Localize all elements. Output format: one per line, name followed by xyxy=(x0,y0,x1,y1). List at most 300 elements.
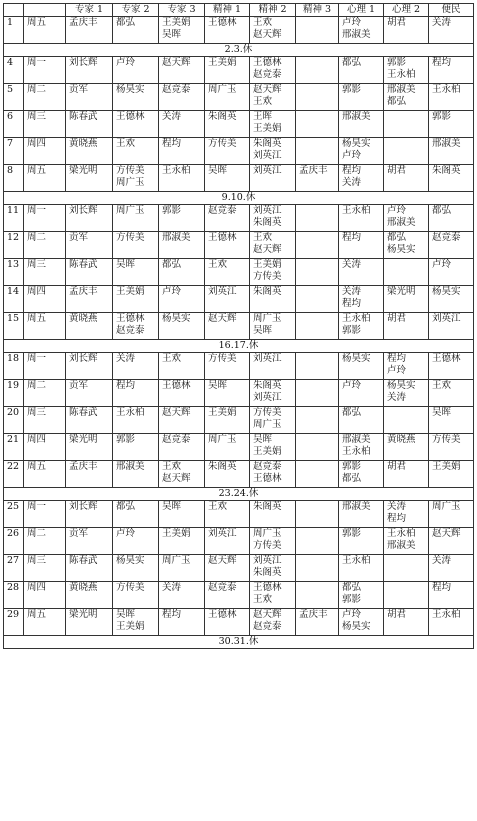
staff-name: 卢玲 xyxy=(342,609,362,620)
empty-line xyxy=(208,123,249,135)
empty-line xyxy=(162,419,204,431)
psych-3-cell xyxy=(296,313,339,340)
psych-2-cell xyxy=(250,232,296,259)
psych-2-cell xyxy=(250,111,296,138)
empty-line xyxy=(299,298,338,310)
staff-name: 赵天辉 xyxy=(208,555,237,566)
header-cell: 精神 2 xyxy=(250,4,296,17)
empty-line xyxy=(387,582,428,594)
empty-line xyxy=(162,244,204,256)
community-cell xyxy=(429,17,474,44)
staff-name: 王永柏 xyxy=(162,165,191,176)
empty-line xyxy=(116,419,158,431)
staff-name: 刘英江 xyxy=(253,353,282,364)
empty-line xyxy=(69,298,112,310)
psych-1-cell xyxy=(205,17,250,44)
mental-2-cell xyxy=(384,165,429,192)
empty-line xyxy=(162,271,204,283)
day-number: 4 xyxy=(4,57,24,84)
staff-name: 王德林 xyxy=(253,582,282,593)
staff-name: 赵竞泰 xyxy=(432,232,461,243)
empty-line xyxy=(342,513,383,525)
empty-line xyxy=(208,244,249,256)
staff-name: 卢玲 xyxy=(387,205,407,216)
empty-line xyxy=(162,96,204,108)
empty-line xyxy=(387,594,428,606)
staff-name: 刘长辉 xyxy=(69,501,98,512)
staff-name: 杨昊实 xyxy=(342,138,371,149)
empty-line xyxy=(69,473,112,485)
staff-name: 王德林 xyxy=(208,232,237,243)
psych-3-cell xyxy=(296,286,339,313)
staff-name: 王永柏 xyxy=(387,69,416,80)
empty-line xyxy=(253,365,295,377)
staff-name: 都弘 xyxy=(342,57,362,68)
mental-2-cell xyxy=(384,407,429,434)
staff-name: 王永柏 xyxy=(116,407,145,418)
empty-line xyxy=(208,69,249,81)
community-cell xyxy=(429,57,474,84)
empty-line xyxy=(299,205,338,217)
weekday: 周四 xyxy=(24,138,66,165)
empty-line xyxy=(299,84,338,96)
empty-line xyxy=(208,217,249,229)
mental-2-cell xyxy=(384,57,429,84)
expert-3-cell xyxy=(159,380,205,407)
staff-name: 程均 xyxy=(342,165,362,176)
psych-1-cell xyxy=(205,232,250,259)
staff-name: 邢淑美 xyxy=(387,84,416,95)
staff-name: 杨昊实 xyxy=(342,621,371,632)
empty-line xyxy=(116,96,158,108)
expert-3-cell xyxy=(159,582,205,609)
expert-2-cell xyxy=(113,407,159,434)
empty-line xyxy=(116,567,158,579)
community-cell xyxy=(429,609,474,636)
staff-name: 王美娟 xyxy=(208,407,237,418)
psych-3-cell xyxy=(296,609,339,636)
psych-3-cell xyxy=(296,555,339,582)
empty-line xyxy=(162,513,204,525)
staff-name: 郭影 xyxy=(162,205,182,216)
mental-1-cell xyxy=(339,57,384,84)
staff-name: 都弘 xyxy=(342,407,362,418)
empty-line xyxy=(208,540,249,552)
empty-line xyxy=(387,271,428,283)
staff-name: 赵竞泰 xyxy=(253,461,282,472)
staff-name: 朱阁英 xyxy=(253,567,282,578)
staff-name: 刘英江 xyxy=(208,528,237,539)
day-row xyxy=(4,205,474,232)
staff-name: 王美娟 xyxy=(116,286,145,297)
psych-2-cell xyxy=(250,582,296,609)
psych-2-cell xyxy=(250,609,296,636)
staff-name: 吴晖 xyxy=(162,501,182,512)
staff-name: 吴晖 xyxy=(116,259,136,270)
staff-name: 程均 xyxy=(387,353,407,364)
staff-name: 赵竞泰 xyxy=(162,434,191,445)
day-row xyxy=(4,380,474,407)
staff-name: 程均 xyxy=(342,298,362,309)
staff-name: 卢玲 xyxy=(342,380,362,391)
staff-name: 关涛 xyxy=(342,177,362,188)
staff-name: 卢玲 xyxy=(387,365,407,376)
empty-line xyxy=(299,446,338,458)
empty-line xyxy=(69,244,112,256)
break-label: 16.17.休 xyxy=(4,340,474,353)
expert-1-cell xyxy=(66,259,113,286)
staff-name: 关涛 xyxy=(432,555,452,566)
community-cell xyxy=(429,582,474,609)
psych-1-cell xyxy=(205,528,250,555)
staff-name: 卢玲 xyxy=(116,57,136,68)
mental-2-cell xyxy=(384,259,429,286)
day-row xyxy=(4,407,474,434)
staff-name: 卢玲 xyxy=(342,17,362,28)
empty-line xyxy=(387,407,428,419)
empty-line xyxy=(162,123,204,135)
empty-line xyxy=(116,473,158,485)
empty-line xyxy=(208,29,249,41)
mental-2-cell xyxy=(384,84,429,111)
empty-line xyxy=(299,594,338,606)
empty-line xyxy=(299,69,338,81)
staff-name: 刘英江 xyxy=(253,150,282,161)
empty-line xyxy=(299,461,338,473)
empty-line xyxy=(208,150,249,162)
expert-2-cell xyxy=(113,582,159,609)
empty-line xyxy=(299,434,338,446)
expert-3-cell xyxy=(159,165,205,192)
empty-line xyxy=(432,325,473,337)
empty-line xyxy=(116,271,158,283)
staff-name: 赵天辉 xyxy=(162,407,191,418)
mental-2-cell xyxy=(384,582,429,609)
mental-2-cell xyxy=(384,434,429,461)
mental-2-cell xyxy=(384,380,429,407)
staff-name: 刘英江 xyxy=(253,165,282,176)
empty-line xyxy=(116,446,158,458)
psych-3-cell xyxy=(296,111,339,138)
staff-name: 周广玉 xyxy=(253,528,282,539)
weekday: 周三 xyxy=(24,555,66,582)
expert-3-cell xyxy=(159,353,205,380)
staff-name: 陈春武 xyxy=(69,259,98,270)
empty-line xyxy=(208,271,249,283)
weekday: 周五 xyxy=(24,461,66,488)
day-row xyxy=(4,461,474,488)
staff-name: 方传美 xyxy=(253,540,282,551)
day-number: 26 xyxy=(4,528,24,555)
staff-name: 周广玉 xyxy=(432,501,461,512)
empty-line xyxy=(387,138,428,150)
community-cell xyxy=(429,528,474,555)
day-row xyxy=(4,286,474,313)
staff-name: 郭影 xyxy=(387,57,407,68)
day-row xyxy=(4,57,474,84)
empty-line xyxy=(69,271,112,283)
psych-2-cell xyxy=(250,205,296,232)
staff-name: 郭影 xyxy=(342,528,362,539)
staff-name: 程均 xyxy=(432,582,452,593)
empty-line xyxy=(299,419,338,431)
staff-name: 方传美 xyxy=(116,582,145,593)
staff-name: 刘英江 xyxy=(253,555,282,566)
empty-line xyxy=(432,217,473,229)
staff-name: 黄晓燕 xyxy=(69,313,98,324)
staff-name: 朱阁英 xyxy=(432,165,461,176)
expert-2-cell xyxy=(113,461,159,488)
expert-2-cell xyxy=(113,286,159,313)
staff-name: 赵天辉 xyxy=(253,244,282,255)
staff-name: 都弘 xyxy=(387,96,407,107)
psych-2-cell xyxy=(250,407,296,434)
staff-name: 王欢 xyxy=(116,138,136,149)
mental-2-cell xyxy=(384,232,429,259)
psych-3-cell xyxy=(296,138,339,165)
header-cell: 专家 3 xyxy=(159,4,205,17)
staff-name: 郭影 xyxy=(342,594,362,605)
psych-2-cell xyxy=(250,313,296,340)
day-row xyxy=(4,555,474,582)
day-number: 5 xyxy=(4,84,24,111)
expert-3-cell xyxy=(159,407,205,434)
empty-line xyxy=(387,177,428,189)
mental-1-cell xyxy=(339,286,384,313)
psych-2-cell xyxy=(250,17,296,44)
psych-1-cell xyxy=(205,501,250,528)
weekday: 周五 xyxy=(24,313,66,340)
staff-name: 邢淑美 xyxy=(387,540,416,551)
psych-1-cell xyxy=(205,609,250,636)
psych-3-cell xyxy=(296,259,339,286)
expert-3-cell xyxy=(159,259,205,286)
staff-name: 赵竞泰 xyxy=(162,84,191,95)
staff-name: 王永柏 xyxy=(342,313,371,324)
staff-name: 赵天辉 xyxy=(253,84,282,95)
psych-1-cell xyxy=(205,353,250,380)
empty-line xyxy=(69,540,112,552)
staff-name: 杨昊实 xyxy=(342,353,371,364)
weekday: 周四 xyxy=(24,286,66,313)
empty-line xyxy=(299,513,338,525)
psych-3-cell xyxy=(296,501,339,528)
empty-line xyxy=(116,217,158,229)
staff-name: 邢淑美 xyxy=(342,501,371,512)
expert-2-cell xyxy=(113,555,159,582)
psych-3-cell xyxy=(296,57,339,84)
empty-line xyxy=(299,123,338,135)
empty-line xyxy=(69,419,112,431)
staff-name: 程均 xyxy=(387,513,407,524)
staff-name: 赵竞泰 xyxy=(253,69,282,80)
expert-2-cell xyxy=(113,313,159,340)
expert-1-cell xyxy=(66,555,113,582)
expert-3-cell xyxy=(159,111,205,138)
psych-1-cell xyxy=(205,461,250,488)
expert-2-cell xyxy=(113,57,159,84)
empty-line xyxy=(432,594,473,606)
weekday: 周一 xyxy=(24,501,66,528)
staff-name: 方传美 xyxy=(253,407,282,418)
community-cell xyxy=(429,138,474,165)
psych-2-cell xyxy=(250,461,296,488)
empty-line xyxy=(432,473,473,485)
expert-1-cell xyxy=(66,232,113,259)
staff-name: 郭影 xyxy=(342,84,362,95)
empty-line xyxy=(162,217,204,229)
psych-1-cell xyxy=(205,434,250,461)
psych-3-cell xyxy=(296,165,339,192)
empty-line xyxy=(162,150,204,162)
empty-line xyxy=(432,177,473,189)
empty-line xyxy=(69,594,112,606)
empty-line xyxy=(299,407,338,419)
staff-name: 刘长辉 xyxy=(69,353,98,364)
psych-3-cell xyxy=(296,84,339,111)
psych-1-cell xyxy=(205,205,250,232)
empty-line xyxy=(69,123,112,135)
expert-1-cell xyxy=(66,528,113,555)
community-cell xyxy=(429,434,474,461)
staff-name: 程均 xyxy=(342,232,362,243)
empty-line xyxy=(387,123,428,135)
staff-name: 梁光明 xyxy=(69,434,98,445)
empty-line xyxy=(116,513,158,525)
mental-1-cell xyxy=(339,353,384,380)
empty-line xyxy=(69,513,112,525)
staff-name: 王欢 xyxy=(208,259,228,270)
expert-1-cell xyxy=(66,501,113,528)
expert-3-cell xyxy=(159,84,205,111)
day-row xyxy=(4,528,474,555)
empty-line xyxy=(432,540,473,552)
staff-name: 关涛 xyxy=(432,17,452,28)
day-number: 29 xyxy=(4,609,24,636)
mental-1-cell xyxy=(339,17,384,44)
expert-3-cell xyxy=(159,286,205,313)
empty-line xyxy=(162,567,204,579)
staff-name: 王永柏 xyxy=(432,609,461,620)
empty-line xyxy=(162,621,204,633)
expert-3-cell xyxy=(159,609,205,636)
weekday: 周二 xyxy=(24,84,66,111)
day-number: 22 xyxy=(4,461,24,488)
staff-name: 刘英江 xyxy=(208,286,237,297)
day-row xyxy=(4,165,474,192)
staff-name: 都弘 xyxy=(116,17,136,28)
expert-2-cell xyxy=(113,501,159,528)
empty-line xyxy=(299,567,338,579)
empty-line xyxy=(116,594,158,606)
mental-2-cell xyxy=(384,205,429,232)
empty-line xyxy=(116,540,158,552)
empty-line xyxy=(69,392,112,404)
psych-2-cell xyxy=(250,555,296,582)
empty-line xyxy=(342,244,383,256)
staff-name: 刘长辉 xyxy=(69,205,98,216)
expert-3-cell xyxy=(159,461,205,488)
psych-3-cell xyxy=(296,353,339,380)
weekday: 周四 xyxy=(24,434,66,461)
empty-line xyxy=(299,501,338,513)
expert-1-cell xyxy=(66,461,113,488)
day-row xyxy=(4,313,474,340)
staff-name: 程均 xyxy=(162,138,182,149)
weekday: 周二 xyxy=(24,528,66,555)
expert-2-cell xyxy=(113,138,159,165)
mental-1-cell xyxy=(339,609,384,636)
psych-1-cell xyxy=(205,555,250,582)
empty-line xyxy=(116,150,158,162)
mental-1-cell xyxy=(339,313,384,340)
day-number: 19 xyxy=(4,380,24,407)
staff-name: 贡军 xyxy=(69,232,89,243)
staff-name: 关涛 xyxy=(342,286,362,297)
expert-3-cell xyxy=(159,434,205,461)
empty-line xyxy=(162,392,204,404)
staff-name: 杨昊实 xyxy=(387,380,416,391)
empty-line xyxy=(299,217,338,229)
staff-name: 胡君 xyxy=(387,17,407,28)
staff-name: 王德林 xyxy=(162,380,191,391)
empty-line xyxy=(116,244,158,256)
staff-name: 郭影 xyxy=(116,434,136,445)
empty-line xyxy=(208,567,249,579)
day-row xyxy=(4,17,474,44)
day-row xyxy=(4,582,474,609)
expert-1-cell xyxy=(66,84,113,111)
expert-2-cell xyxy=(113,609,159,636)
psych-3-cell xyxy=(296,232,339,259)
empty-line xyxy=(162,177,204,189)
staff-name: 陈春武 xyxy=(69,111,98,122)
community-cell xyxy=(429,84,474,111)
staff-name: 周广玉 xyxy=(253,313,282,324)
mental-2-cell xyxy=(384,555,429,582)
staff-name: 王美娟 xyxy=(162,17,191,28)
mental-1-cell xyxy=(339,434,384,461)
staff-name: 关涛 xyxy=(162,111,182,122)
empty-line xyxy=(342,567,383,579)
staff-name: 王欢 xyxy=(253,232,273,243)
empty-line xyxy=(432,446,473,458)
psych-3-cell xyxy=(296,407,339,434)
staff-name: 陈春武 xyxy=(69,407,98,418)
staff-name: 吴晖 xyxy=(116,609,136,620)
break-row xyxy=(4,44,474,57)
psych-2-cell xyxy=(250,165,296,192)
staff-name: 杨昊实 xyxy=(162,313,191,324)
empty-line xyxy=(299,540,338,552)
weekday: 周三 xyxy=(24,111,66,138)
staff-name: 都弘 xyxy=(162,259,182,270)
empty-line xyxy=(342,365,383,377)
expert-3-cell xyxy=(159,528,205,555)
staff-name: 都弘 xyxy=(116,501,136,512)
staff-name: 邢淑美 xyxy=(162,232,191,243)
expert-2-cell xyxy=(113,528,159,555)
psych-1-cell xyxy=(205,259,250,286)
staff-name: 卢玲 xyxy=(432,259,452,270)
staff-name: 郭影 xyxy=(432,111,452,122)
header-cell: 专家 1 xyxy=(66,4,113,17)
empty-line xyxy=(69,29,112,41)
expert-1-cell xyxy=(66,165,113,192)
staff-name: 周广玉 xyxy=(208,84,237,95)
psych-3-cell xyxy=(296,461,339,488)
empty-line xyxy=(432,69,473,81)
